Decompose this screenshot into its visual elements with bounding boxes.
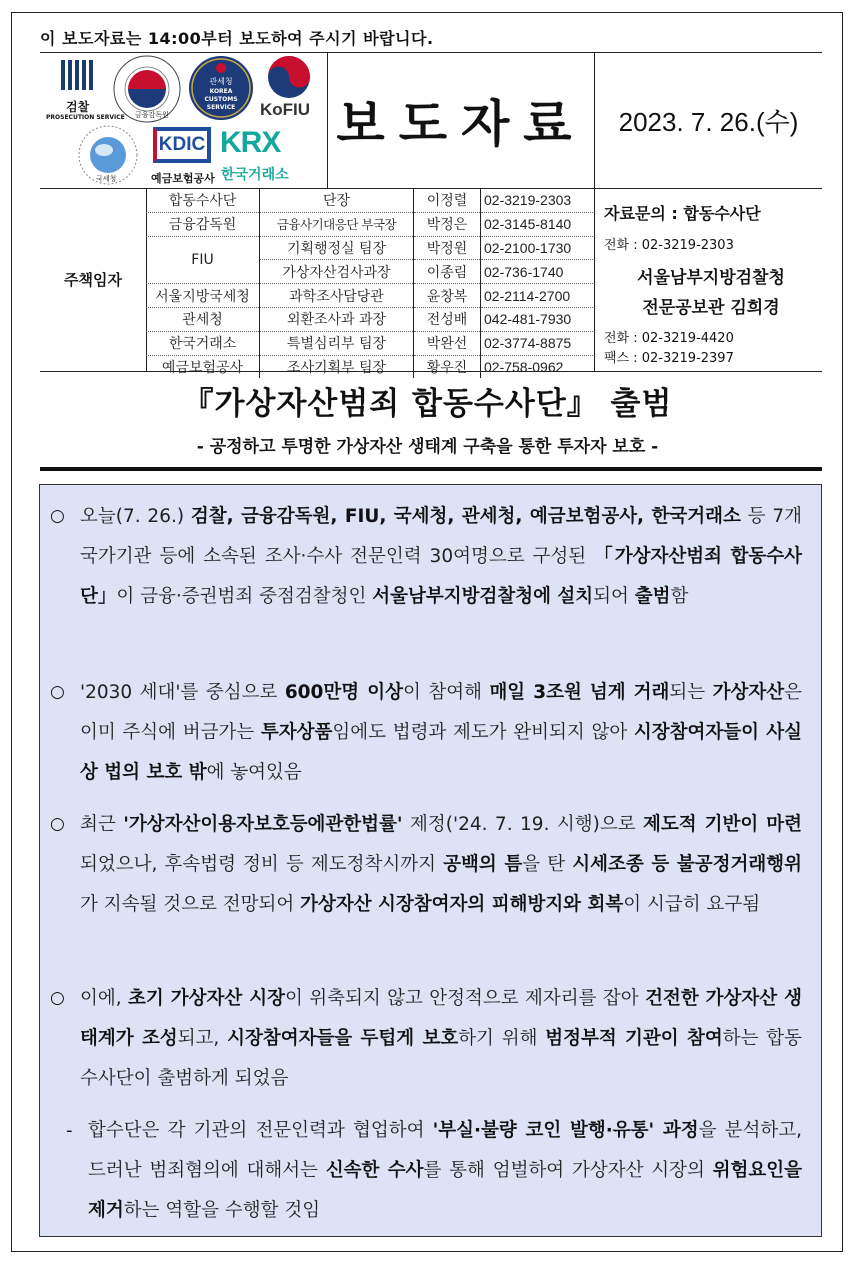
customs-logo	[186, 54, 258, 126]
kdic-name: KDIC	[158, 134, 206, 155]
contact-org: 합동수사단	[146, 189, 260, 212]
emphasis-text: 매일 3조원 넘게 거래	[489, 682, 670, 703]
krx-name-kr: 한국거래소	[221, 167, 289, 183]
embargo-notice: 이 보도자료는 14:00부터 보도하여 주시기 바랍니다.	[40, 29, 434, 48]
emphasis-text: 초기 가상자산 시장	[128, 988, 285, 1009]
contact-org: 관세청	[146, 307, 260, 331]
table-row	[146, 189, 593, 212]
prosecution-logo	[46, 58, 125, 121]
emphasis-text: 서울남부지방검찰청에 설치	[372, 586, 594, 607]
emphasis-text: 가상자산 시장참여자의 피해방지와 회복	[300, 894, 624, 915]
contact-position: 가상자산검사과장	[260, 260, 414, 284]
release-date: 2023. 7. 26.(수)	[618, 106, 799, 137]
contact-tel: 02-3219-2303	[484, 192, 572, 209]
contact-name: 박완선	[414, 331, 481, 355]
contact-org: 서울지방국세청	[146, 284, 260, 308]
contact-position: 특별심리부 팀장	[260, 331, 414, 355]
officer-tel: 전화 : 02-3219-4420	[604, 331, 734, 346]
paragraph-1	[80, 497, 802, 617]
contact-tel: 042-481-7930	[484, 311, 572, 328]
customs-name: 관세청	[209, 77, 233, 86]
table-row	[146, 307, 593, 331]
contact-name: 윤창복	[414, 284, 481, 308]
body-text: 되었으나, 후속법령 정비 등 제도정착시까지	[80, 854, 444, 875]
emphasis-text: 출범	[634, 586, 671, 607]
inquiry-office: 서울남부지방검찰청	[637, 268, 785, 288]
paragraph-4	[80, 979, 802, 1099]
body-text: 에 놓여있음	[206, 762, 302, 783]
emphasis-text: 건전한 가상자산 생태계가 조성	[80, 988, 802, 1049]
emphasis-text: 범정부적 기관이 참여	[545, 1028, 723, 1049]
emphasis-text: 가상자산	[712, 682, 785, 703]
body-text: 제정('24. 7. 19. 시행)으로	[402, 814, 644, 835]
contact-tel: 02-736-1740	[481, 260, 594, 284]
bullet-marker: ○	[50, 506, 65, 526]
contact-org: 예금보험공사	[146, 355, 260, 378]
inquiry-officer: 전문공보관 김희경	[642, 298, 780, 318]
contact-name: 박정은	[414, 212, 481, 236]
fss-name: 금융감독원	[135, 111, 169, 119]
bullet-marker: ○	[50, 682, 65, 702]
prosecution-name: 검찰	[66, 100, 90, 114]
body-text: 오늘(7. 26.)	[80, 506, 191, 527]
contact-name: 이정렬	[414, 189, 481, 212]
body-text: 하기 위해	[458, 1028, 546, 1049]
contact-name: 이종림	[414, 260, 481, 284]
contact-org: FIU	[146, 236, 260, 284]
contact-position: 조사기획부 팀장	[260, 355, 414, 378]
emphasis-text: 공백의 틈	[443, 854, 523, 875]
contact-name: 황우진	[414, 355, 481, 378]
kofiu-name: KoFIU	[260, 100, 311, 119]
contact-name: 전성배	[414, 307, 481, 331]
body-text: 함	[670, 586, 689, 607]
contact-tel: 02-758-0962	[484, 358, 564, 375]
kofiu-taegeuk-icon	[266, 54, 312, 100]
customs-name-en: KOREA CUSTOMS SERVICE	[204, 88, 238, 111]
headline: 『가상자산범죄 합동수사단』 출범	[182, 386, 673, 422]
body-text: 하는 합동수사단이 출범하게 되었음	[80, 1028, 802, 1089]
headline-rule	[40, 467, 822, 471]
contact-tel: 02-3145-8140	[484, 216, 572, 233]
table-row	[146, 355, 593, 378]
fss-logo	[112, 54, 184, 126]
emphasis-text: 「가상자산범죄 합동수사단」	[80, 546, 802, 607]
inquiry-title: 자료문의 : 합동수사단	[604, 204, 761, 223]
nts-logo	[76, 124, 152, 186]
emphasis-text: 투자상품	[260, 722, 333, 743]
contact-org: 금융감독원	[146, 212, 260, 236]
contact-name: 박정원	[414, 236, 481, 260]
table-row	[146, 331, 593, 355]
body-text: 되고,	[177, 1028, 228, 1049]
prosecution-name-en: PROSECUTION SERVICE	[46, 114, 125, 121]
contacts-table	[146, 189, 593, 378]
nts-name: 국세청	[96, 175, 117, 183]
dash-marker: -	[66, 1120, 73, 1141]
krx-name: KRX	[220, 126, 281, 159]
kdic-name-kr: 예금보험공사	[151, 172, 215, 185]
contact-position: 금융사기대응단 부국장	[260, 212, 414, 236]
emphasis-text: 시장참여자들이 사실상 법의 보호 밖	[80, 722, 802, 783]
press-release-title: 보도자료	[336, 95, 586, 153]
emphasis-text: '가상자산이용자보호등에관한법률'	[123, 814, 403, 835]
table-row	[146, 236, 593, 260]
body-text: 이 위축되지 않고 안정적으로 제자리를 잡아	[284, 988, 646, 1009]
body-text: 하는 역할을 수행할 것임	[123, 1200, 321, 1221]
body-text: 이 금융·증권범죄 중점검찰청인	[116, 586, 373, 607]
kdic-logo	[150, 124, 220, 186]
body-text: 등 7개 국가기관 등에 소속된 조사·수사 전문인력 30여명으로 구성된	[80, 506, 803, 567]
contact-tel: 02-2114-2700	[484, 287, 571, 304]
prosecution-emblem-icon	[58, 58, 98, 96]
body-text: 가 지속될 것으로 전망되어	[80, 894, 301, 915]
emphasis-text: 제도적 기반이 마련	[643, 814, 802, 835]
body-text: 합수단은 각 기관의 전문인력과 협업하여	[88, 1120, 433, 1141]
inquiry-panel	[598, 189, 824, 371]
body-text: '2030 세대'를 중심으로	[80, 682, 285, 703]
table-row	[146, 284, 593, 308]
paragraph-2	[80, 673, 802, 793]
emphasis-text: '부실·불량 코인 발행·유통' 과정	[432, 1120, 699, 1141]
body-text: 을 분석하고, 드러난 범죄혐의에 대해서는	[88, 1120, 802, 1181]
contact-org: 한국거래소	[146, 331, 260, 355]
body-text: 임에도 법령과 제도가 완비되지 않아	[332, 722, 634, 743]
body-text: 되어	[593, 586, 635, 607]
bullet-marker: ○	[50, 814, 65, 834]
emphasis-text: 시세조종 등 불공정거래행위	[572, 854, 802, 875]
contact-tel: 02-3774-8875	[484, 335, 572, 352]
contact-position: 기획행정실 팀장	[260, 236, 414, 260]
emphasis-text: 시장참여자들을 두텁게 보호	[227, 1028, 459, 1049]
emphasis-text: 검찰, 금융감독원, FIU, 국세청, 관세청, 예금보험공사, 한국거래소	[190, 506, 741, 527]
contact-position: 과학조사담당관	[260, 284, 414, 308]
subheadline: - 공정하고 투명한 가상자산 생태계 구축을 통한 투자자 보호 -	[196, 437, 659, 457]
contact-position: 단장	[260, 189, 414, 212]
body-text: 이 시급히 요구됨	[623, 894, 761, 915]
emphasis-text: 신속한 수사	[325, 1160, 424, 1181]
paragraph-3	[80, 805, 802, 925]
body-text: 되는	[669, 682, 713, 703]
bullet-marker: ○	[50, 988, 65, 1008]
body-text: 최근	[80, 814, 124, 835]
contact-tel: 02-2100-1730	[484, 239, 572, 256]
emphasis-text: 600만명 이상	[284, 682, 403, 703]
body-text: 은 이미 주식에 버금가는	[80, 682, 803, 743]
kofiu-logo	[258, 52, 324, 124]
responsible-label: 주책임자	[64, 271, 122, 289]
body-text: 이 참여해	[402, 682, 490, 703]
body-text: 를 통해 엄벌하여 가상자산 시장의	[423, 1160, 713, 1181]
contact-position: 외환조사과 과장	[260, 307, 414, 331]
krx-logo	[220, 126, 296, 186]
inquiry-tel: 전화 : 02-3219-2303	[604, 238, 734, 253]
paragraph-5	[88, 1111, 802, 1231]
body-text: 이에,	[80, 988, 129, 1009]
officer-fax: 팩스 : 02-3219-2397	[604, 351, 734, 366]
table-row	[146, 212, 593, 236]
agency-logos	[40, 52, 327, 188]
emphasis-text: 위험요인을 제거	[88, 1160, 802, 1221]
body-text: 을 탄	[522, 854, 573, 875]
